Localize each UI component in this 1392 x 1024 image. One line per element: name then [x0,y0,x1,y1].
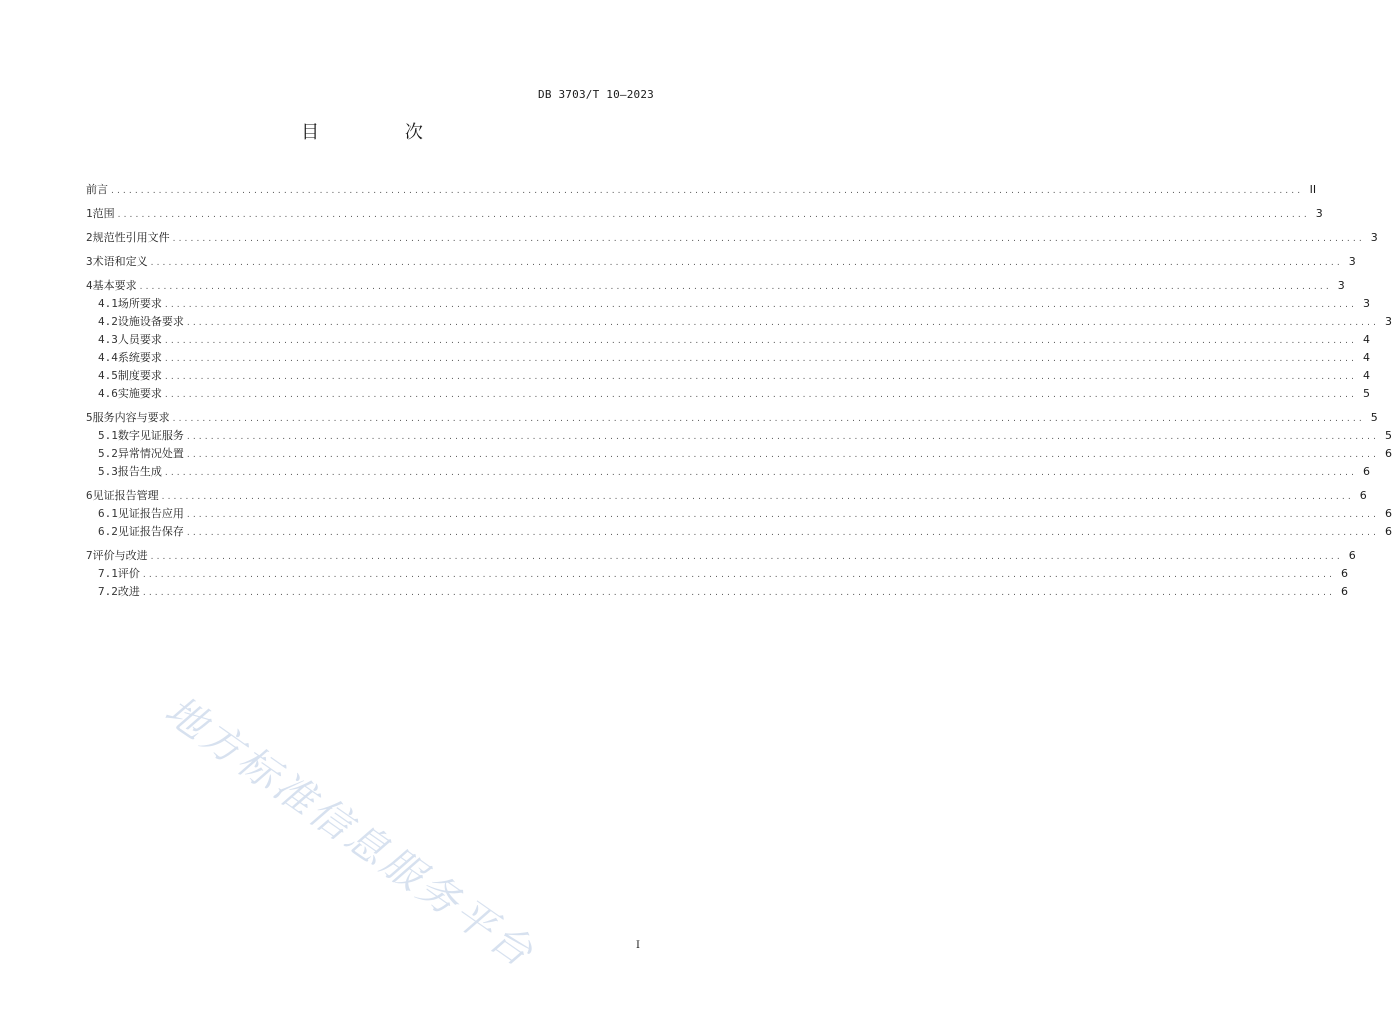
toc-entry-page: 6 [1385,447,1392,460]
toc-entry-page: 3 [1348,255,1356,268]
watermark: 地方标准信息服务平台 [156,687,544,978]
toc-entry-number: 4 [86,279,93,292]
toc-entry-label: 异常情况处置 [117,447,184,460]
toc-entry[interactable] [86,253,1356,271]
toc-entry-page: 5 [1363,387,1371,400]
toc-entry[interactable] [86,523,1392,541]
dot-leader: ........................................................................................................................................................................................................ [142,570,1336,580]
dot-leader: ........................................................................................................................................................................................................ [164,390,1358,400]
toc-entry-number: 4.2 [98,315,118,328]
toc-entry[interactable] [86,565,1349,583]
toc-entry[interactable] [86,409,1378,427]
toc-entry[interactable] [86,331,1371,349]
toc-entry-page: II [1309,183,1317,196]
toc-entry-page: 6 [1359,489,1367,502]
dot-leader: ........................................................................................................................................................................................................ [164,300,1358,310]
toc-entry-number: 6.1 [98,507,118,520]
toc-entry[interactable] [86,367,1371,385]
toc-entry-page: 3 [1370,231,1378,244]
dot-leader: ........................................................................................................................................................................................................ [186,450,1380,460]
toc-entry-page: 4 [1363,369,1371,382]
toc-entry-number: 4.1 [98,297,118,310]
dot-leader: ........................................................................................................................................................................................................ [186,432,1380,442]
dot-leader: ........................................................................................................................................................................................................ [164,372,1358,382]
toc-entry-label: 见证报告管理 [92,489,159,502]
toc-entry[interactable] [86,427,1392,445]
toc-entry-number: 7 [86,549,93,562]
toc-entry[interactable] [86,349,1371,367]
toc-entry-label: 报告生成 [117,465,162,478]
toc-entry[interactable] [86,295,1371,313]
dot-leader: ........................................................................................................................................................................................................ [186,510,1380,520]
toc-entry-label: 人员要求 [117,333,162,346]
toc-entry[interactable] [86,505,1392,523]
toc-entry-label: 系统要求 [117,351,162,364]
toc-entry-label: 评价 [117,567,140,580]
dot-leader: ........................................................................................................................................................................................................ [150,258,1343,268]
dot-leader: ........................................................................................................................................................................................................ [172,414,1365,424]
toc-entry-page: 6 [1363,465,1371,478]
dot-leader: ........................................................................................................................................................................................................ [161,492,1354,502]
toc-entry-label: 制度要求 [117,369,162,382]
toc-entry[interactable] [86,487,1367,505]
toc-entry[interactable] [86,385,1371,403]
toc-entry-label: 基本要求 [92,279,137,292]
toc-entry-label: 设施设备要求 [117,315,184,328]
toc-entry-page: 6 [1385,525,1392,538]
dot-leader: ........................................................................................................................................................................................................ [164,468,1358,478]
toc-entry-number: 4.6 [98,387,118,400]
dot-leader: ........................................................................................................................................................................................................ [172,234,1365,244]
dot-leader: ........................................................................................................................................................................................................ [111,186,1304,196]
dot-leader: ........................................................................................................................................................................................................ [117,210,1310,220]
toc-entry[interactable] [86,547,1356,565]
dot-leader: ........................................................................................................................................................................................................ [164,336,1358,346]
toc-entry-page: 6 [1348,549,1356,562]
toc-entry[interactable] [86,583,1349,601]
toc-entry-number: 5.2 [98,447,118,460]
document-code: DB 3703/T 10—2023 [538,88,654,101]
dot-leader: ........................................................................................................................................................................................................ [186,318,1380,328]
toc-entry-page: 3 [1315,207,1323,220]
toc-entry-label: 数字见证服务 [117,429,184,442]
page-number: I [636,940,640,951]
toc-entry-number: 6 [86,489,93,502]
toc-entry[interactable] [86,445,1392,463]
toc-entry-label: 见证报告保存 [117,525,184,538]
toc-entry-number: 7.2 [98,585,118,598]
toc-entry-number: 5 [86,411,93,424]
toc-entry[interactable] [86,181,1317,199]
toc-entry-number: 1 [86,207,93,220]
dot-leader: ........................................................................................................................................................................................................ [150,552,1343,562]
toc-entry-label: 规范性引用文件 [92,231,170,244]
toc-entry-number: 5.3 [98,465,118,478]
toc-entry-number: 2 [86,231,93,244]
toc-entry-label: 前言 [86,183,108,196]
toc-entry-label: 范围 [92,207,115,220]
toc-entry-number: 4.4 [98,351,118,364]
toc-entry[interactable] [86,229,1378,247]
toc-entry-number: 6.2 [98,525,118,538]
toc-entry-page: 4 [1363,333,1371,346]
toc-entry-label: 场所要求 [117,297,162,310]
toc-entry[interactable] [86,205,1323,223]
toc-entry-number: 5.1 [98,429,118,442]
toc-entry-page: 3 [1337,279,1345,292]
toc-entry[interactable] [86,463,1371,481]
table-of-contents [86,181,1392,601]
toc-entry[interactable] [86,313,1392,331]
toc-entry-number: 7.1 [98,567,118,580]
toc-entry-label: 见证报告应用 [117,507,184,520]
toc-entry-page: 5 [1370,411,1378,424]
toc-entry-label: 服务内容与要求 [92,411,170,424]
toc-entry-page: 6 [1341,585,1349,598]
toc-entry[interactable] [86,277,1345,295]
dot-leader: ........................................................................................................................................................................................................ [139,282,1332,292]
toc-entry-label: 术语和定义 [92,255,148,268]
toc-entry-page: 5 [1385,429,1392,442]
toc-entry-number: 4.3 [98,333,118,346]
dot-leader: ........................................................................................................................................................................................................ [142,588,1336,598]
toc-entry-page: 3 [1363,297,1371,310]
toc-entry-label: 实施要求 [117,387,162,400]
page-title: 目 次 [301,122,463,143]
toc-entry-page: 6 [1341,567,1349,580]
toc-entry-label: 评价与改进 [92,549,148,562]
toc-entry-page: 4 [1363,351,1371,364]
toc-entry-number: 3 [86,255,93,268]
toc-entry-label: 改进 [117,585,140,598]
dot-leader: ........................................................................................................................................................................................................ [164,354,1358,364]
toc-entry-number: 4.5 [98,369,118,382]
dot-leader: ........................................................................................................................................................................................................ [186,528,1380,538]
toc-entry-page: 6 [1385,507,1392,520]
toc-entry-page: 3 [1385,315,1392,328]
